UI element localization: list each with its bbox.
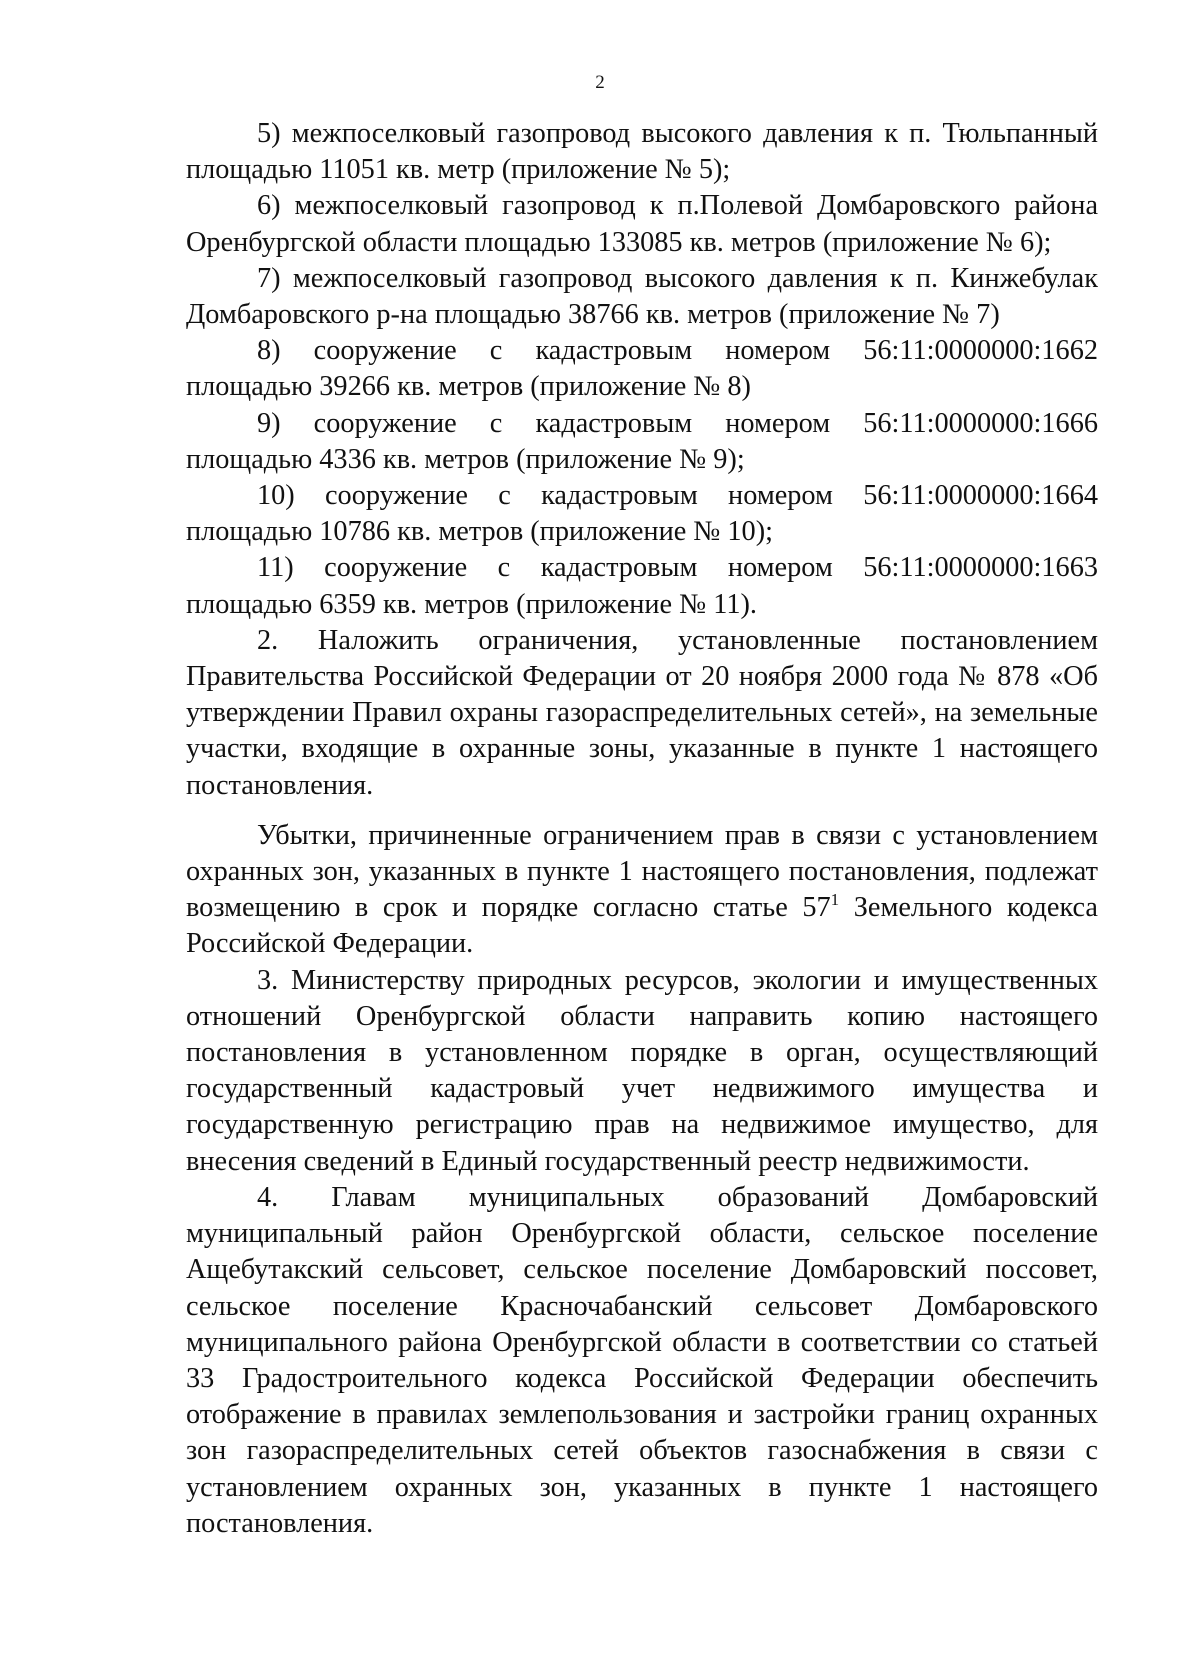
list-item-9: 9) сооружение с кадастровым номером 56:11:0000000:1666 площадью 4336 кв. метров (приложение № 9); [186,407,1098,475]
clause-3: 3. Министерству природных ресурсов, экологии и имущественных отношений Оренбургской области направить копию настоящего постановления в установленном порядке в орган, осуществляющий государственный кадастровый учет недвижимого имущества и государственную регистрацию прав на недвижимое имущество, для внесения сведений в Единый государственный реестр недвижимости. [186,964,1098,1177]
list-item-8: 8) сооружение с кадастровым номером 56:11:0000000:1662 площадью 39266 кв. метров (приложение № 8) [186,335,1098,403]
clause-4: 4. Главам муниципальных образований Домбаровский муниципальный район Оренбургской области, сельское поселение Ащебутакский сельсовет, сельское поселение Домбаровский поссовет, сельское поселение Красночабанский сельсовет Домбаровского муниципального района Оренбургской области в соответствии со статьей 33 Градостроительного кодекса Российской Федерации обеспечить отображение в правилах землепользования и застройки границ охранных зон газораспределительных сетей объектов газоснабжения в связи с установлением охранных зон, указанных в пункте 1 настоящего постановления. [186,1181,1098,1539]
clause-2-losses-text: Убытки, причиненные ограничением прав в связи с установлением охранных зон, указанных в пункте 1 настоящего постановления, подлежат возмещению в срок и порядке согласно статье 57 [186,819,1098,924]
list-item-11: 11) сооружение с кадастровым номером 56:11:0000000:1663 площадью 6359 кв. метров (приложение № 11). [186,552,1098,620]
list-item-10: 10) сооружение с кадастровым номером 56:11:0000000:1664 площадью 10786 кв. метров (приложение № 10); [186,480,1098,548]
document-body [186,116,1098,1542]
list-item-5: 5) межпоселковый газопровод высокого давления к п. Тюльпанный площадью 11051 кв. метр (приложение № 5); [186,118,1098,186]
clause-2-losses-text-end: Земельного кодекса Российской Федерации. [186,892,1098,960]
clause-2-losses [186,818,1098,963]
page-number: 2 [595,72,605,93]
list-item-7: 7) межпоселковый газопровод высокого давления к п. Кинжебулак Домбаровского р-на площадью 38766 кв. метров (приложение № 7) [186,262,1098,331]
article-superscript: 1 [830,890,840,910]
list-item-6: 6) межпоселковый газопровод к п.Полевой Домбаровского района Оренбургской области площадью 133085 кв. метров (приложение № 6); [186,190,1098,258]
clause-2: 2. Наложить ограничения, установленные постановлением Правительства Российской Федерации от 20 ноября 2000 года № 878 «Об утверждении Правил охраны газораспределительных сетей», на земельные участки, входящие в охранные зоны, указанные в пункте 1 настоящего постановления. [186,624,1098,801]
